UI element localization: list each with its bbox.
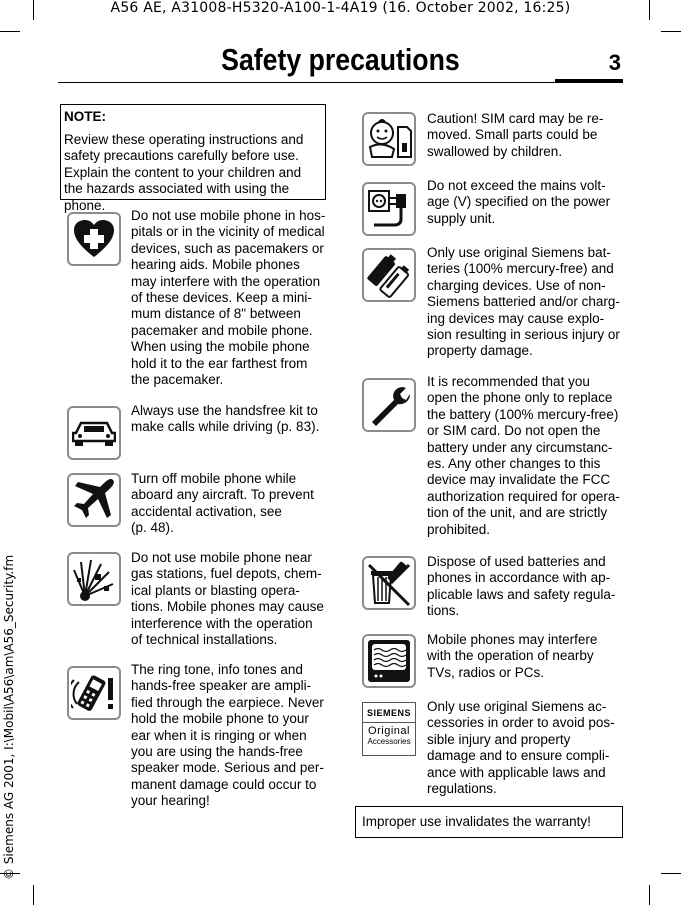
safety-text-interference: Mobile phones may interfere with the operation of nearby TVs, radios or PCs. (427, 632, 598, 680)
airplane-icon (67, 473, 121, 527)
child-sim-card-icon (362, 112, 416, 166)
crop-mark (649, 885, 650, 905)
safety-text-accessories: Only use original Siemens ac- cessories in order to avoid pos- sible injury and property damage and to ensure compli- ance with applicable laws and regulations. (427, 699, 615, 797)
page-title: Safety precautions (221, 42, 460, 77)
ringing-phone-icon (67, 666, 121, 720)
note-box (60, 104, 326, 213)
warranty-box: Improper use invalidates the warranty! (355, 806, 623, 838)
crop-mark (0, 31, 20, 32)
page-number-rule (555, 79, 623, 83)
safety-text-sim-card: Caution! SIM card may be re- moved. Small parts could be swallowed by children. (427, 111, 604, 159)
siemens-original-logo (362, 702, 416, 756)
title-rule (58, 82, 623, 83)
safety-text-driving: Always use the handsfree kit to make calls while driving (p. 83). (131, 403, 320, 435)
explosion-icon (67, 552, 121, 606)
safety-text-aircraft: Turn off mobile phone while aboard any aircraft. To prevent accidental activation, see (p. 48). (131, 471, 314, 536)
logo-original: Original (368, 725, 410, 737)
medical-cross-icon (67, 212, 121, 266)
copyright-sidebar: © Siemens AG 2001, I:\Mobil\A56\am\A56_Security.fm (2, 554, 16, 880)
safety-text-medical: Do not use mobile phone in hos- pitals or in the vicinity of medical devices, such as pacemakers or hearing aids. Mobile phones may interfere with the operation of these devices. Keep a mini- mum distance of 8" between pacemaker and mobile phone. When using the mobile phone hold it to the ear farthest from the pacemaker. (131, 208, 326, 388)
safety-text-explosion: Do not use mobile phone near gas stations, fuel depots, chem- ical plants or blasting opera- tions. Mobile phones may cause interference with the operation of technical installations. (131, 550, 324, 648)
car-icon (67, 406, 121, 460)
crop-mark (661, 873, 681, 874)
crossed-bin-icon (362, 556, 416, 610)
battery-icon (362, 248, 416, 302)
safety-text-disposal: Dispose of used batteries and phones in accordance with ap- plicable laws and safety regula- tions. (427, 554, 616, 619)
note-body: Review these operating instructions and safety precautions carefully before use. Explain the content to your children and the hazards associated with using the phone. (64, 131, 304, 213)
power-plug-icon (362, 182, 416, 236)
logo-accessories: Accessories (367, 737, 411, 746)
note-heading: NOTE: (64, 109, 106, 124)
crop-mark (661, 31, 681, 32)
document-header: A56 AE, A31008-H5320-A100-1-4A19 (16. October 2002, 16:25) (110, 0, 571, 16)
wrench-icon (362, 378, 416, 432)
safety-text-opening: It is recommended that you open the phone only to replace the battery (100% mercury-free) or SIM card. Do not open the battery under any circumstanc- es. Any other changes to this device may invalidate the FCC authorization required for opera- tion of the unit, and are strictly prohibited. (427, 374, 620, 537)
safety-text-ringtone: The ring tone, info tones and hands-free speaker are ampli- fied through the earpiece. Never hold the mobile phone to your ear when it is ringing or when you are using the hands-free speaker mode. Serious and per- manent damage could occur to your hearing! (131, 662, 324, 809)
safety-text-mains-voltage: Do not exceed the mains volt- age (V) specified on the power supply unit. (427, 178, 611, 226)
tv-interference-icon (362, 634, 416, 688)
page-number: 3 (608, 50, 621, 75)
safety-text-battery: Only use original Siemens bat- teries (100% mercury-free) and charging devices. Use of non- Siemens batteried and/or charg- ing devices may cause explo- sion resulting in serious injury or property damage. (427, 245, 620, 359)
logo-brand: SIEMENS (366, 708, 411, 718)
crop-mark (33, 885, 34, 905)
